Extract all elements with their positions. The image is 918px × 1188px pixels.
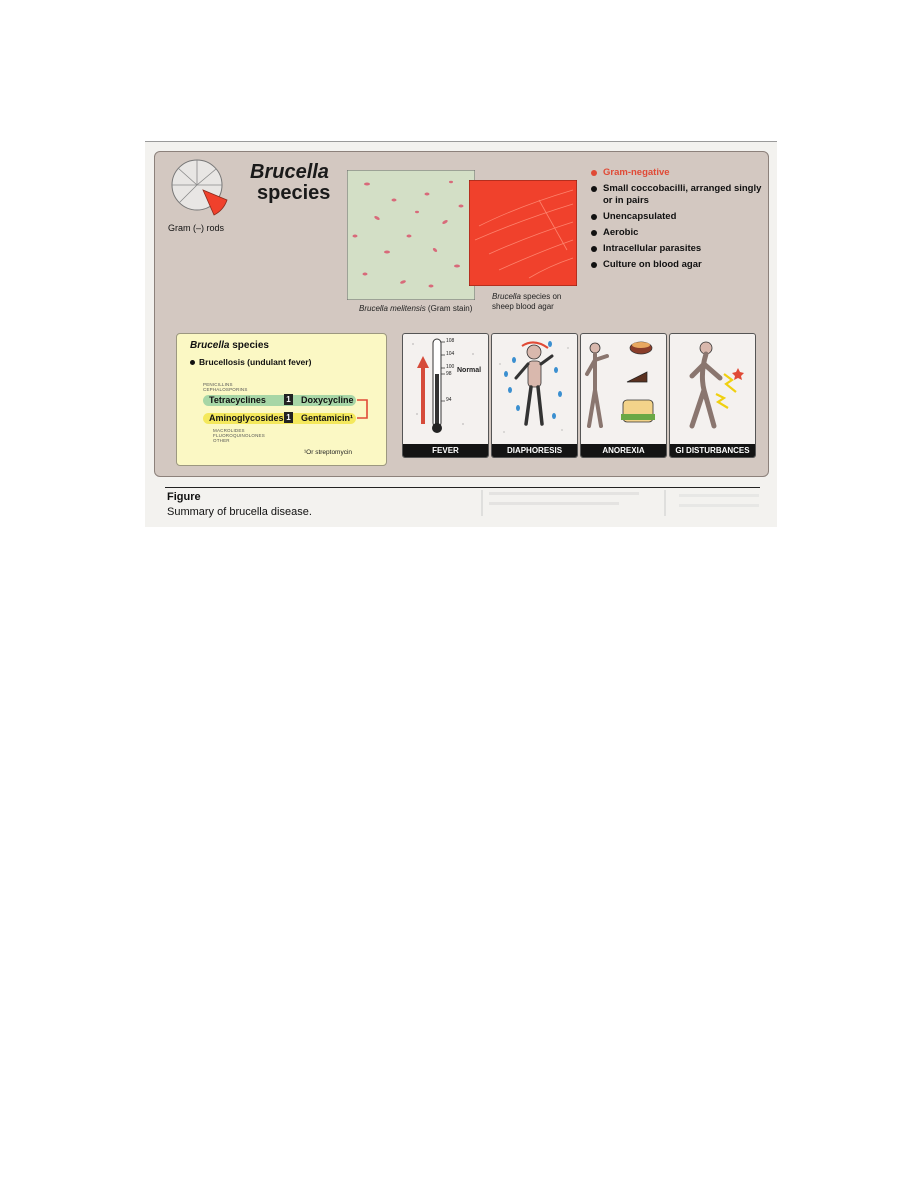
figure-heading: Figure bbox=[167, 491, 201, 503]
disease-name: Brucellosis (undulant fever) bbox=[199, 357, 312, 367]
thermo-tick-104: 104 bbox=[446, 351, 455, 357]
symptom-fever-panel bbox=[402, 333, 489, 458]
bleed-through-text bbox=[449, 486, 769, 518]
feature-unencapsulated: Unencapsulated bbox=[591, 211, 766, 223]
fever-label: FEVER bbox=[403, 444, 488, 457]
title-species: species bbox=[257, 182, 331, 204]
symptom-diaphoresis-panel bbox=[491, 333, 578, 458]
figure-rule bbox=[165, 487, 760, 488]
gram-caption bbox=[359, 304, 472, 314]
feature-gram-negative: Gram-negative bbox=[591, 167, 766, 179]
class-below-1: MACROLIDES bbox=[213, 428, 245, 433]
class-above-1: PENICILLINS bbox=[203, 382, 233, 387]
treatment-footnote: ¹Or streptomycin bbox=[304, 449, 353, 456]
first-line-badge-1: 1 bbox=[284, 394, 293, 405]
class-below-2: FLUOROQUINOLONES bbox=[213, 433, 265, 438]
blood-agar-photo bbox=[469, 180, 577, 286]
treatment-title-rest: species bbox=[229, 340, 269, 351]
feature-intracellular: Intracellular parasites bbox=[591, 243, 766, 255]
first-line-badge-2: 1 bbox=[284, 412, 293, 423]
gram-pie-icon bbox=[169, 157, 235, 219]
scan-edge bbox=[145, 141, 777, 142]
feature-morphology: Small coccobacilli, arranged singly or in pairs bbox=[591, 183, 766, 207]
treatment-title bbox=[190, 340, 269, 351]
anorexia-figure-icon bbox=[581, 334, 666, 444]
figure-caption: Summary of brucella disease. bbox=[167, 506, 312, 518]
thermo-tick-108: 108 bbox=[446, 338, 455, 344]
drug-doxycycline: Doxycycline bbox=[301, 395, 354, 405]
summary-panel bbox=[154, 151, 769, 477]
anorexia-label: ANOREXIA bbox=[581, 444, 666, 457]
drug-gentamicin: Gentamicin¹ bbox=[301, 413, 354, 423]
thermo-tick-94: 94 bbox=[446, 397, 452, 403]
agar-caption-genus: Brucella bbox=[492, 292, 521, 301]
symptom-gi-panel bbox=[669, 333, 756, 458]
class-tetracyclines: Tetracyclines bbox=[209, 395, 266, 405]
symptom-anorexia-panel bbox=[580, 333, 667, 458]
sweating-figure-icon bbox=[492, 334, 577, 444]
agar-caption-line2: sheep blood agar bbox=[492, 302, 554, 311]
treatment-title-genus: Brucella bbox=[190, 340, 230, 351]
scanned-figure bbox=[145, 141, 777, 527]
normal-label: Normal bbox=[457, 367, 482, 374]
feature-list bbox=[591, 167, 766, 275]
agar-caption bbox=[492, 292, 561, 312]
title-genus: Brucella bbox=[250, 161, 329, 183]
disease-bullet bbox=[190, 360, 195, 365]
class-below-3: OTHER bbox=[213, 438, 230, 443]
diaphoresis-label: DIAPHORESIS bbox=[492, 444, 577, 457]
treatment-box bbox=[176, 333, 387, 466]
pie-label: Gram (–) rods bbox=[168, 223, 225, 233]
thermo-tick-100: 100 bbox=[446, 364, 455, 370]
class-aminoglycosides: Aminoglycosides bbox=[209, 413, 284, 423]
feature-culture: Culture on blood agar bbox=[591, 259, 766, 271]
gram-caption-genus: Brucella melitensis bbox=[359, 304, 426, 313]
gram-stain-micrograph bbox=[347, 170, 475, 300]
feature-aerobic: Aerobic bbox=[591, 227, 766, 239]
disease-line bbox=[190, 357, 311, 367]
gi-distress-figure-icon bbox=[670, 334, 755, 444]
gi-label: GI DISTURBANCES bbox=[670, 444, 755, 457]
class-above-2: CEPHALOSPORINS bbox=[203, 387, 248, 392]
thermo-tick-98: 98 bbox=[446, 371, 452, 377]
combination-bracket bbox=[357, 398, 371, 422]
gram-caption-rest: (Gram stain) bbox=[425, 304, 473, 313]
agar-caption-rest: species on bbox=[520, 292, 562, 301]
